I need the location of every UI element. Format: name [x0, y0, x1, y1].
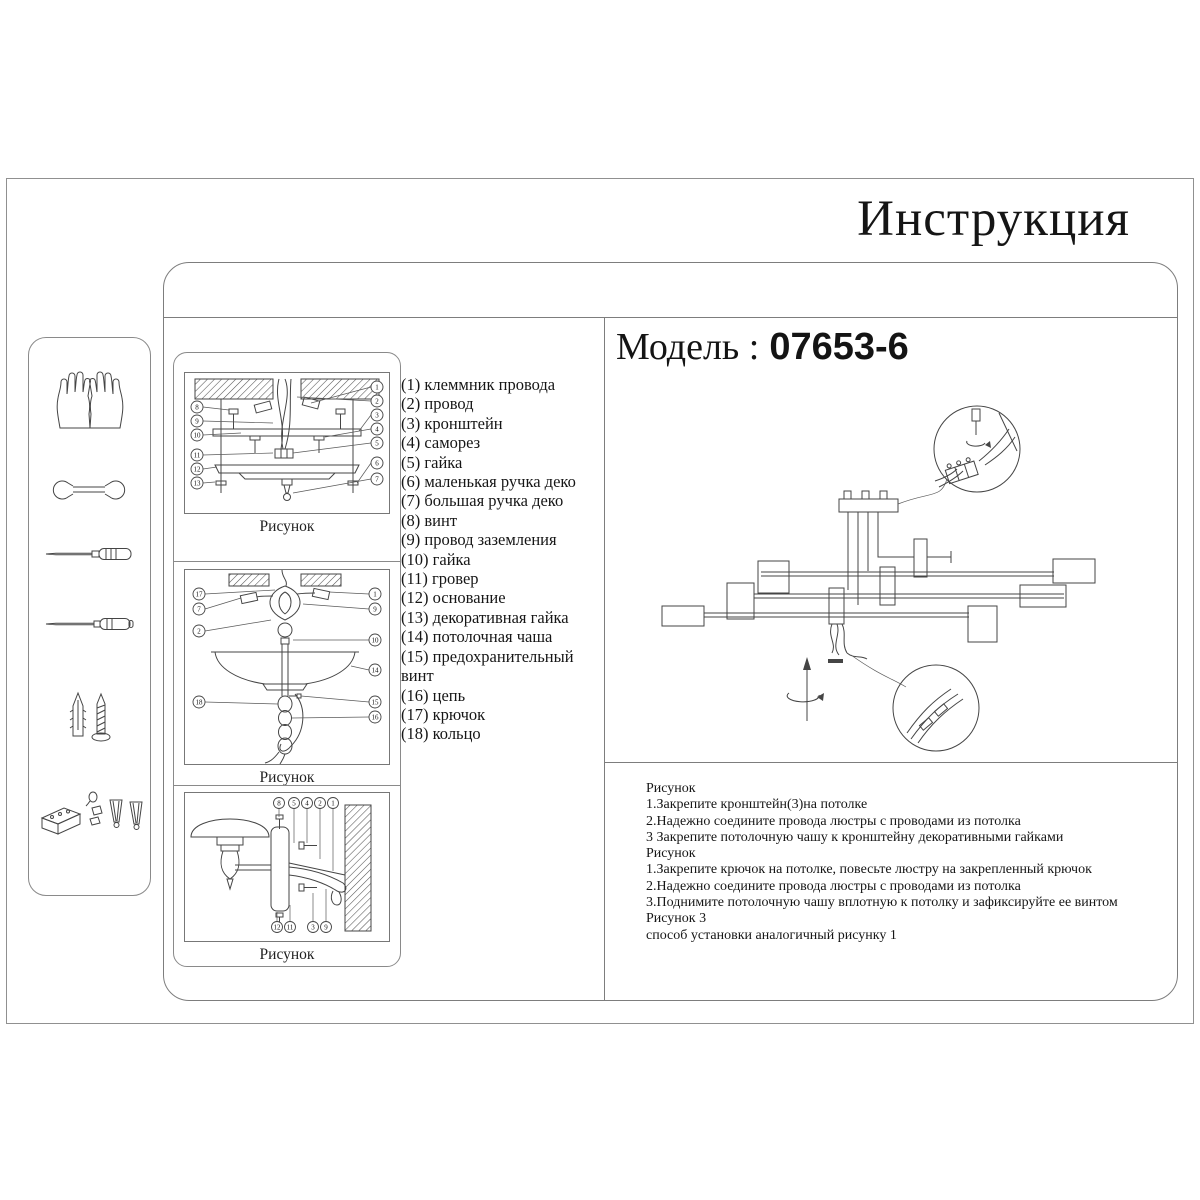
part-item: (12) основание [401, 588, 506, 608]
chandelier-drawing [611, 391, 1171, 761]
part-item: (6) маленькая ручка деко [401, 472, 576, 492]
lift-arrow [787, 657, 824, 721]
svg-text:8: 8 [195, 403, 199, 412]
ball-finial [278, 623, 292, 644]
figure-1-caption: Рисунок [259, 518, 315, 535]
svg-text:2: 2 [375, 397, 379, 406]
svg-text:9: 9 [324, 923, 328, 932]
instruction-line: 1.Закрепите крючок на потолке, повесьте люстру на закрепленный крючок [646, 862, 1092, 878]
part-item: (3) кронштейн [401, 413, 503, 433]
svg-text:10: 10 [193, 431, 201, 440]
sconce-lamp [191, 819, 271, 889]
model-row [616, 325, 909, 369]
figure-2-diagram [184, 569, 390, 765]
figure-3-diagram [184, 792, 390, 942]
svg-text:1: 1 [375, 383, 379, 392]
instruction-line: 2.Надежно соедините провода люстры с проводами из потолка [646, 878, 1021, 894]
ceiling-cup [215, 465, 359, 501]
svg-text:9: 9 [195, 417, 199, 426]
figures-column [173, 352, 401, 967]
instruction-line: способ установки аналогичный рисунку 1 [646, 927, 897, 943]
svg-text:8: 8 [277, 799, 281, 808]
svg-text:12: 12 [193, 465, 201, 474]
part-item: (4) саморез [401, 433, 481, 453]
chain [265, 694, 303, 764]
mounting-bracket [213, 409, 361, 453]
part-item: (11) гровер [401, 569, 479, 589]
svg-text:18: 18 [195, 698, 203, 707]
gloves-icon [29, 366, 150, 432]
wrench-icon [29, 476, 150, 503]
second-screwdriver-icon [29, 614, 150, 634]
svg-text:6: 6 [375, 459, 379, 468]
figure-3-callouts [272, 798, 339, 933]
detail-leader-lines [851, 479, 947, 687]
svg-text:9: 9 [373, 605, 377, 614]
part-item: (1) клеммник провода [401, 375, 556, 394]
top-divider [164, 317, 1177, 318]
svg-text:16: 16 [371, 713, 379, 722]
part-item: (5) гайка [401, 452, 463, 472]
instruction-line: 3.Поднимите потолочную чашу вплотную к потолку и зафиксируйте ее винтом [646, 895, 1118, 911]
terminal-block [275, 449, 293, 458]
svg-text:4: 4 [305, 799, 309, 808]
instruction-line: Рисунок [646, 781, 696, 796]
figure-1-diagram [184, 372, 390, 514]
svg-text:7: 7 [197, 605, 201, 614]
instruction-line: Рисунок [646, 846, 696, 862]
model-label: Модель : [616, 326, 760, 368]
part-item: (10) гайка [401, 549, 471, 569]
svg-text:14: 14 [371, 666, 379, 675]
installation-instructions [646, 781, 1138, 944]
svg-text:10: 10 [371, 636, 379, 645]
svg-text:1: 1 [373, 590, 377, 599]
wall-plug-and-screw-icon [29, 690, 150, 746]
instruction-line: 3 Закрепите потолочную чашу к кронштейну декоративными гайками [646, 829, 1064, 845]
main-content-box [163, 262, 1178, 1001]
instruction-line: Рисунок 3 [646, 911, 707, 927]
svg-text:2: 2 [318, 799, 322, 808]
part-item: (2) провод [401, 394, 474, 414]
right-horizontal-divider [604, 762, 1177, 763]
mounting-hardware-icon [29, 788, 150, 842]
part-item: (16) цепь [401, 685, 466, 705]
svg-text:3: 3 [311, 923, 315, 932]
wall-hatch [345, 805, 371, 931]
svg-text:5: 5 [375, 439, 379, 448]
svg-text:7: 7 [375, 475, 379, 484]
part-item: (14) потолочная чаша [401, 627, 553, 647]
svg-text:15: 15 [371, 698, 379, 707]
instruction-line: 2.Надежно соедините провода люстры с проводами из потолка [646, 813, 1021, 829]
instruction-line: 1.Закрепите кронштейн(3)на потолке [646, 797, 868, 813]
svg-text:3: 3 [375, 411, 379, 420]
hanger-rods [848, 512, 914, 605]
figure-2-caption: Рисунок [259, 769, 315, 786]
part-item: (18) кольцо [401, 724, 481, 744]
svg-text:2: 2 [197, 627, 201, 636]
part-item: (8) винт [401, 510, 458, 530]
model-number: 07653-6 [769, 326, 909, 368]
hub-wires [828, 624, 867, 663]
tools-sidebar [28, 337, 151, 896]
svg-text:12: 12 [273, 923, 281, 932]
part-item: (17) крючок [401, 704, 486, 724]
svg-text:5: 5 [292, 799, 296, 808]
part-item: (7) большая ручка деко [401, 491, 564, 511]
svg-text:1: 1 [331, 799, 335, 808]
part-item: (13) декоративная гайка [401, 607, 569, 627]
figure-2-cell [174, 561, 400, 785]
parts-list [401, 375, 597, 744]
terminal-detail-circle [934, 406, 1020, 492]
ceiling-plate [839, 491, 898, 512]
svg-text:17: 17 [195, 590, 203, 599]
figure-3-leaders [277, 809, 333, 921]
figure-3-cell [174, 785, 400, 967]
svg-text:11: 11 [193, 451, 201, 460]
ceiling-cup-bell [211, 644, 359, 698]
svg-text:13: 13 [193, 479, 201, 488]
wall-bracket [271, 815, 346, 925]
svg-text:11: 11 [286, 923, 294, 932]
part-item: (9) провод заземления [401, 530, 557, 550]
wire-detail-circle [893, 665, 979, 751]
figure-3-caption: Рисунок [259, 946, 315, 963]
part-item: (15) предохранительный винт [401, 646, 574, 686]
flat-screwdriver-icon [29, 545, 150, 563]
vertical-divider [604, 317, 605, 1000]
page-title: Инструкция [857, 191, 1130, 247]
figure-2-leaders [205, 590, 369, 718]
svg-text:4: 4 [375, 425, 379, 434]
figure-1-cell [174, 372, 400, 561]
